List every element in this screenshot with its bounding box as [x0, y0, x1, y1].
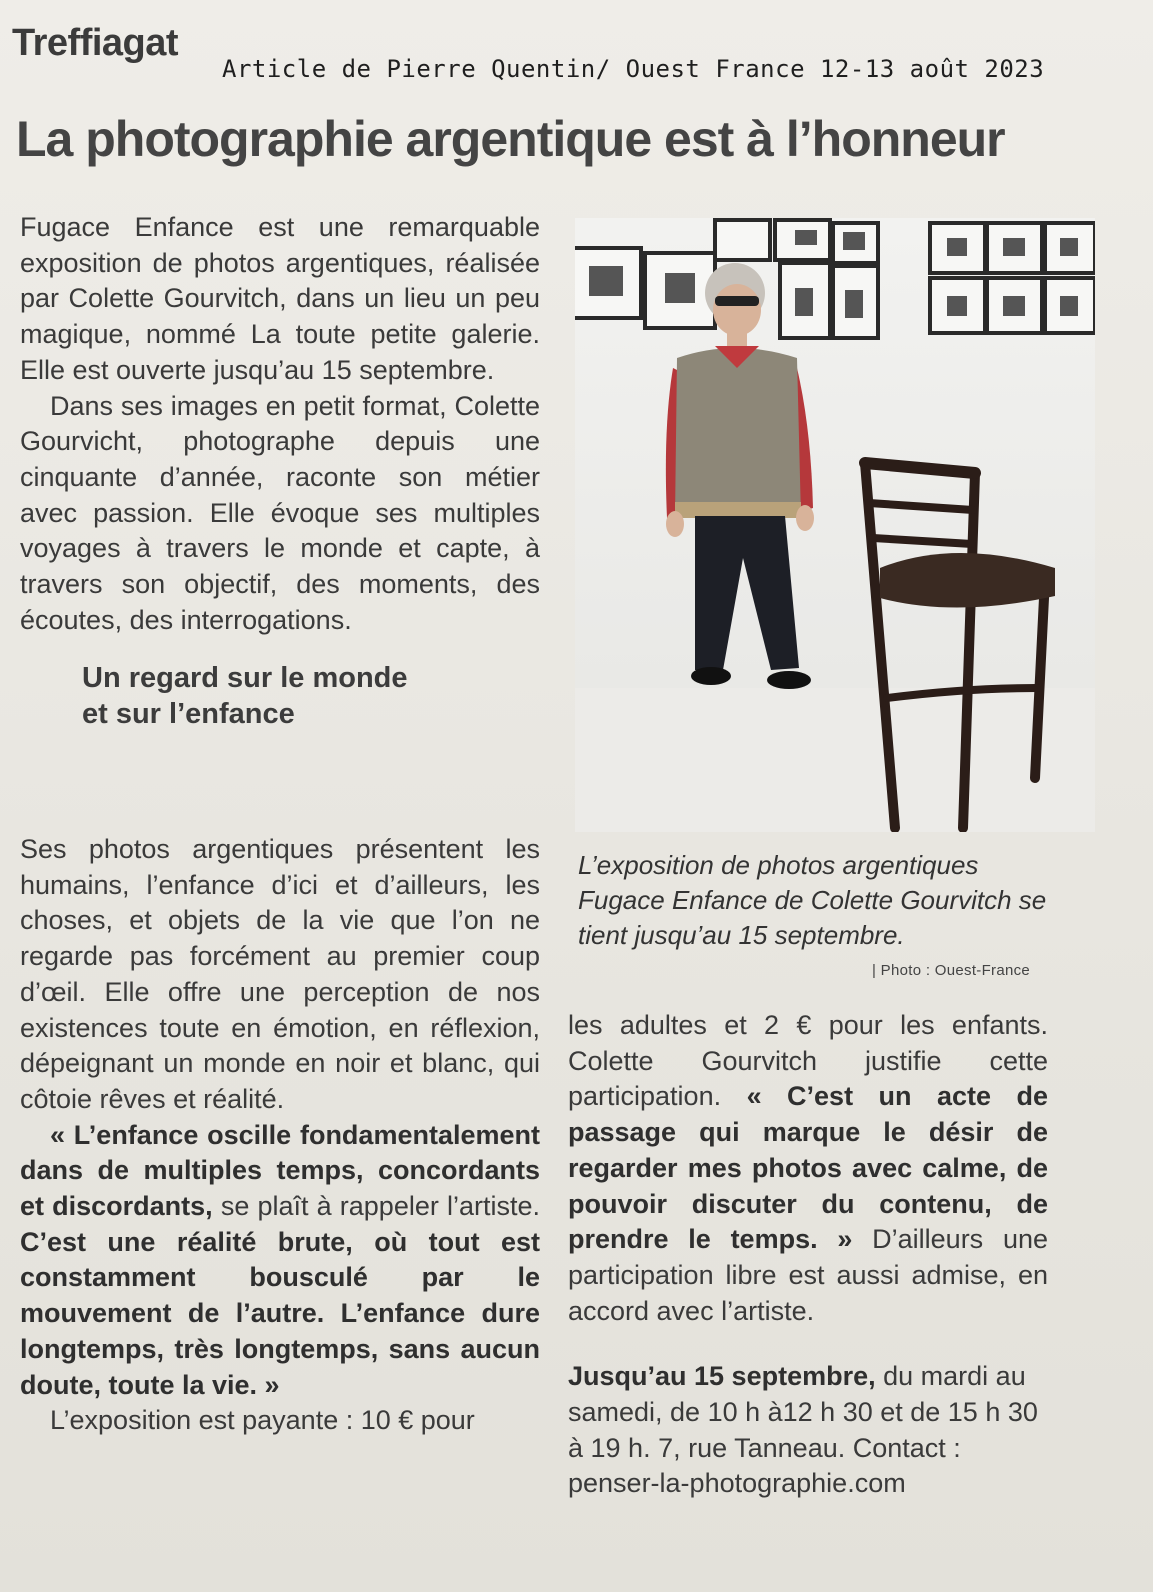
subheading-line-2: et sur l’enfance: [82, 698, 295, 731]
photo-exhibition-image: [575, 218, 1095, 832]
info-details: du mardi au samedi, de 10 h à12 h 30 et de 15 h 30 à 19 h. 7, rue Tanneau. Contact : penser-la-photographie.com: [568, 1361, 1038, 1499]
quote-bold-1: « L’enfance oscille fondamentalement dans de multiples temps, concordants et discordants,: [20, 1119, 540, 1222]
photo-caption: L’exposition de photos argentiques Fugace Enfance de Colette Gourvitch se tient jusqu’au 15 septembre.: [578, 850, 1047, 950]
paragraph-quote: [20, 1118, 540, 1404]
info-dates: Jusqu’au 15 septembre,: [568, 1361, 876, 1392]
section-label: Treffiagat: [12, 22, 179, 64]
exhibition-photo: [575, 218, 1095, 832]
quote-regular: se plaît à rappeler l’artiste.: [212, 1191, 540, 1222]
participation-quote: « C’est un acte de passage qui marque le désir de regarder mes photos avec calme, de pouvoir discuter du contenu, de prendre le temps. »: [568, 1081, 1048, 1255]
subheading: [82, 660, 540, 732]
article-headline: La photographie argentique est à l’honneur: [16, 111, 1005, 167]
participation-tail: D’ailleurs une participation libre est aussi admise, en accord avec l’artiste.: [568, 1224, 1048, 1326]
participation-regular: les adultes et 2 € pour les enfants. Colette Gourvitch justifie cette participation.: [568, 1010, 1048, 1112]
paragraph-participation: [568, 1008, 1048, 1329]
subheading-line-1: Un regard sur le monde: [82, 662, 408, 695]
handwritten-byline: Article de Pierre Quentin/ Ouest France 12-13 août 2023: [222, 55, 1045, 83]
left-column-bottom: [20, 832, 540, 1439]
paragraph-intro: Fugace Enfance est une remarquable exposition de photos argentiques, réalisée par Colette Gourvitch, dans un lieu un peu magique, nommé La toute petite galerie. Elle est ouverte jusqu’au 15 septembre.: [20, 212, 540, 385]
practical-info: [568, 1359, 1048, 1502]
quote-bold-2: C’est une réalité brute, où tout est constamment bousculé par le mouvement de l’autre. L’enfance dure longtemps, très longtemps, sans aucun doute, toute la vie. »: [20, 1226, 540, 1400]
paragraph-images: Dans ses images en petit format, Colette Gourvicht, photographe depuis une cinquante d’année, raconte son métier avec passion. Elle évoque ses multiples voyages à travers le monde et capte, à travers son objectif, des moments, des écoutes, des interrogations.: [20, 390, 540, 635]
right-column: [568, 1008, 1048, 1502]
paragraph-photos: Ses photos argentiques présentent les humains, l’enfance d’ici et d’ailleurs, les choses, et objets de la vie que l’on ne regarde pas forcément au premier coup d’œil. Elle offre une perception de nos existences toute en émotion, en réflexion, dépeignant un monde en noir et blanc, qui côtoie rêves et réalité.: [20, 834, 540, 1114]
photo-credit: | Photo : Ouest-France: [872, 962, 1031, 979]
left-column-top: [20, 210, 540, 744]
paragraph-price: L’exposition est payante : 10 € pour: [50, 1405, 475, 1436]
